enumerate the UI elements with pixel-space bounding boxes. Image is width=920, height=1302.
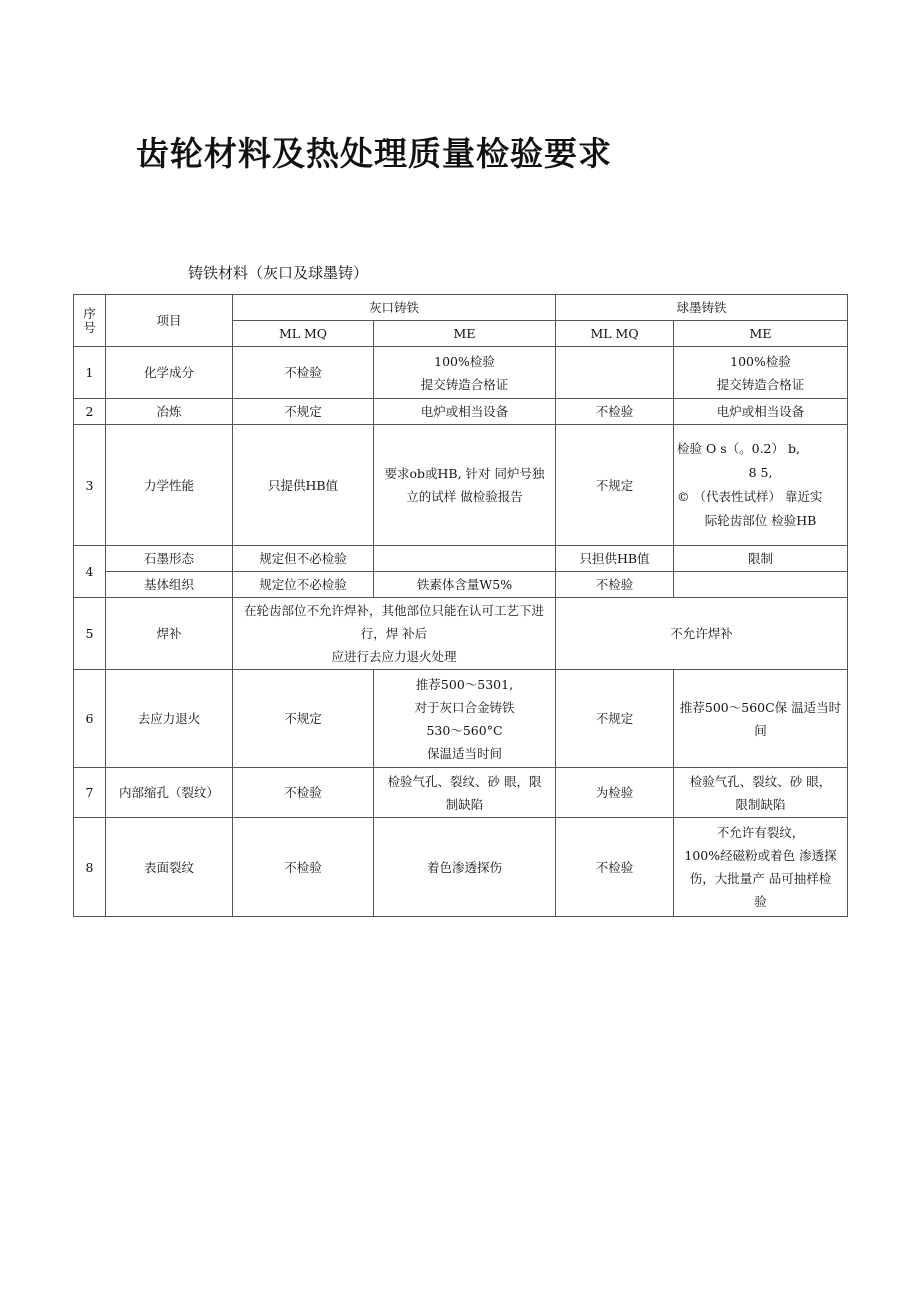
cell-gray-me: 铁素体含量W5% (374, 572, 556, 598)
cell-gray-mlmq: 不检验 (233, 768, 374, 818)
cell-ductile-me (674, 572, 848, 598)
table-row (74, 425, 848, 546)
row-item: 表面裂纹 (106, 818, 233, 917)
cell-ductile-me: 推荐500～560C保 温适当时 间 (674, 670, 848, 768)
header-item: 项目 (106, 295, 233, 347)
cell-ductile-mlmq: 不检验 (556, 572, 674, 598)
header-ductile-iron: 球墨铸铁 (556, 295, 848, 321)
table-row (74, 399, 848, 425)
row-number: 3 (74, 425, 106, 546)
cell-ductile-me: 不允许有裂纹， 100%经磁粉或着色 渗透探 伤，大批量产 品可抽样检 验 (674, 818, 848, 917)
row-number: 8 (74, 818, 106, 917)
row-item: 去应力退火 (106, 670, 233, 768)
cell-gray-all: 在轮齿部位不允许焊补，其他部位只能在认可工艺下进行，焊 补后 应进行去应力退火处理 (233, 598, 556, 670)
row-item: 焊补 (106, 598, 233, 670)
cell-gray-me: 着色渗透探伤 (374, 818, 556, 917)
cell-gray-mlmq: 只提供HB值 (233, 425, 374, 546)
table-header-row (74, 295, 848, 321)
inspection-table (73, 294, 848, 917)
row-item: 力学性能 (106, 425, 233, 546)
cell-gray-mlmq: 规定但不必检验 (233, 546, 374, 572)
header-gray-iron: 灰口铸铁 (233, 295, 556, 321)
header-gray-me: ME (374, 321, 556, 347)
cell-gray-me: 推荐500～5301, 对于灰口合金铸铁 530～560°C 保温适当时间 (374, 670, 556, 768)
cell-gray-me: 100%检验 提交铸造合格证 (374, 347, 556, 399)
cell-ductile-mlmq: 为检验 (556, 768, 674, 818)
cell-ductile-mlmq: 不检验 (556, 818, 674, 917)
cell-ductile-mlmq: 不规定 (556, 425, 674, 546)
header-gray-mlmq: ML MQ (233, 321, 374, 347)
cell-ductile-me: 限制 (674, 546, 848, 572)
table-row (74, 572, 848, 598)
table-row (74, 818, 848, 917)
cell-gray-me: 要求ob或HB, 针对 同炉号独 立的试样 做检验报告 (374, 425, 556, 546)
table-row (74, 768, 848, 818)
table-row (74, 670, 848, 768)
table-row (74, 546, 848, 572)
cell-gray-mlmq: 不检验 (233, 818, 374, 917)
header-ductile-me: ME (674, 321, 848, 347)
cell-ductile-mlmq: 不检验 (556, 399, 674, 425)
row-number: 4 (74, 546, 106, 598)
row-number: 1 (74, 347, 106, 399)
row-item: 石墨形态 (106, 546, 233, 572)
table-row (74, 598, 848, 670)
cell-gray-me (374, 546, 556, 572)
cell-ductile-all: 不允许焊补 (556, 598, 848, 670)
cell-ductile-mlmq: 只担供HB值 (556, 546, 674, 572)
row-number: 2 (74, 399, 106, 425)
row-number: 6 (74, 670, 106, 768)
row-item: 内部缩孔（裂纹） (106, 768, 233, 818)
cell-ductile-mlmq (556, 347, 674, 399)
cell-gray-mlmq: 不检验 (233, 347, 374, 399)
cell-gray-me: 电炉或相当设备 (374, 399, 556, 425)
cell-gray-mlmq: 不规定 (233, 399, 374, 425)
row-number: 7 (74, 768, 106, 818)
table-row (74, 347, 848, 399)
cell-ductile-me: 检验 O s（。0.2） b, 8 5, © （代表性试样） 靠近实 际轮齿部位 检验HB (674, 425, 848, 546)
cell-ductile-me: 100%检验 提交铸造合格证 (674, 347, 848, 399)
row-item: 化学成分 (106, 347, 233, 399)
cell-ductile-mlmq: 不规定 (556, 670, 674, 768)
row-number: 5 (74, 598, 106, 670)
cell-ductile-me: 检验气孔、裂纹、砂 眼， 限制缺陷 (674, 768, 848, 818)
cell-ductile-me: 电炉或相当设备 (674, 399, 848, 425)
cell-gray-mlmq: 不规定 (233, 670, 374, 768)
cell-gray-me: 检验气孔、裂纹、砂 眼，限 制缺陷 (374, 768, 556, 818)
header-seq: 序 号 (74, 295, 106, 347)
section-subtitle: 铸铁材料（灰口及球墨铸） (188, 264, 369, 282)
page-title: 齿轮材料及热处理质量检验要求 (136, 134, 612, 173)
row-item: 基体组织 (106, 572, 233, 598)
header-ductile-mlmq: ML MQ (556, 321, 674, 347)
row-item: 冶炼 (106, 399, 233, 425)
cell-gray-mlmq: 规定位不必检验 (233, 572, 374, 598)
